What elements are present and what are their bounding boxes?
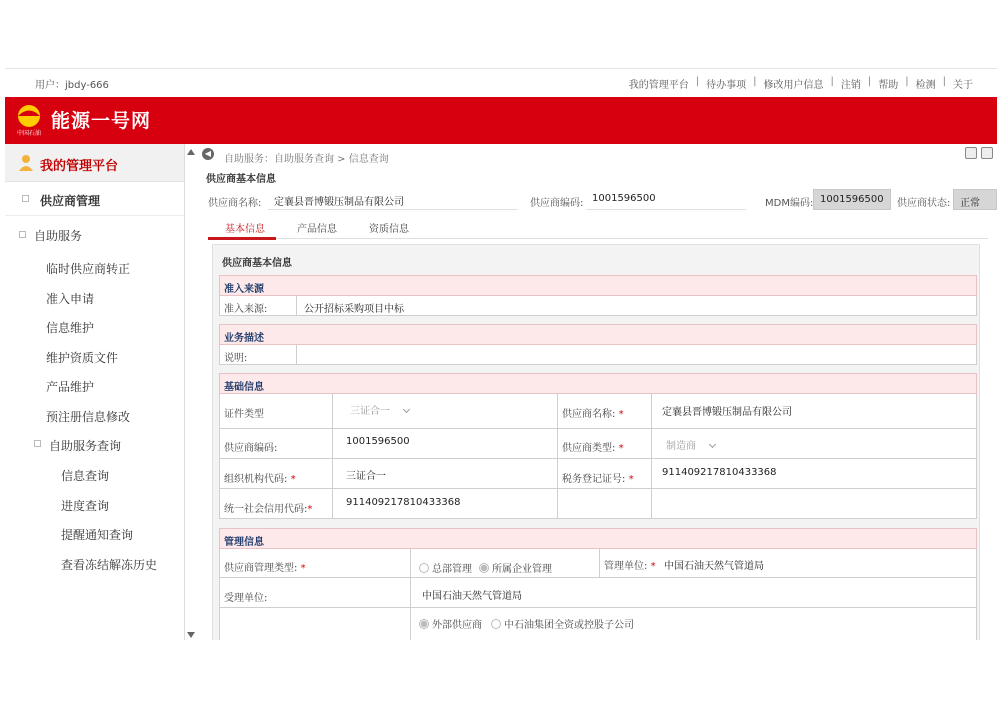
collapse-icon — [34, 440, 41, 447]
sidebar-header[interactable] — [5, 144, 184, 182]
management-unit-value: 中国石油天然气管道局 — [664, 561, 764, 572]
supplier-code-label: 供应商编码: — [530, 198, 584, 209]
sidebar-item-label: 准入申请 — [46, 291, 95, 306]
basic-info-row-2 — [219, 429, 977, 459]
sidebar-item-info-maintain[interactable] — [5, 311, 184, 341]
top-bar — [5, 69, 997, 97]
user-icon — [18, 154, 34, 171]
basic-info-band: 基础信息 — [219, 373, 977, 394]
sidebar-group-self-service[interactable] — [5, 216, 184, 252]
link-about[interactable]: 关于 — [953, 80, 973, 91]
scroll-down-icon[interactable] — [187, 632, 195, 638]
radio-selected-icon — [479, 563, 489, 573]
credit-code-label: 统一社会信用代码:* — [224, 504, 313, 515]
supplier-code-value: 1001596500 — [586, 189, 746, 210]
link-todo[interactable]: 待办事项 — [706, 80, 747, 91]
management-row-2 — [219, 578, 977, 608]
management-row-1 — [219, 549, 977, 578]
sidebar-item-access-apply[interactable] — [5, 282, 184, 312]
collapse-icon — [22, 195, 29, 202]
sidebar-item-label: 维护资质文件 — [46, 350, 119, 365]
sidebar-item-label: 临时供应商转正 — [46, 262, 131, 276]
supplier-name-field-value: 定襄县晋博锻压制品有限公司 — [662, 407, 792, 418]
user-label: 用户：jbdy-666 — [35, 80, 109, 91]
access-source-value: 公开招标采购项目中标 — [304, 304, 404, 315]
management-row-3 — [219, 608, 977, 640]
accepting-unit-label: 受理单位: — [224, 593, 268, 604]
sidebar-item-label: 查看冻结解冻历史 — [61, 557, 158, 572]
breadcrumb: 自助服务：自助服务查询 > 信息查询 — [224, 154, 389, 165]
business-desc-row — [219, 345, 977, 365]
sidebar-title: 我的管理平台 — [40, 159, 119, 174]
link-logout[interactable]: 注销 — [840, 80, 861, 91]
top-links: 我的管理平台 | 待办事项 | 修改用户信息 | 注销 | 帮助 | 检测 | 关于 — [628, 76, 973, 91]
logo-text: 中国石油 — [16, 130, 42, 137]
sidebar-item-label: 预注册信息修改 — [46, 409, 131, 424]
print-icon[interactable] — [981, 147, 993, 159]
sidebar-item-label: 信息维护 — [46, 321, 95, 335]
supplier-code-field-label: 供应商编码: — [224, 443, 278, 454]
tab-qualification-info[interactable]: 资质信息 — [369, 224, 409, 235]
supplier-name-field-label: 供应商名称: * — [562, 409, 624, 420]
petrochina-logo-icon — [14, 103, 44, 137]
sidebar-item-label: 信息查询 — [61, 469, 110, 483]
sidebar-group-supplier-management[interactable] — [5, 182, 184, 216]
basic-info-row-1 — [219, 394, 977, 429]
link-my-platform[interactable]: 我的管理平台 — [628, 80, 689, 91]
sidebar-item-reminder-query[interactable] — [5, 518, 184, 548]
credit-code-value: 911409217810433368 — [346, 497, 461, 508]
supplier-type-select[interactable]: 制造商 — [666, 437, 715, 452]
supplier-status-label: 供应商状态: — [897, 198, 951, 209]
sidebar-item-info-query[interactable] — [5, 459, 184, 489]
tab-basic-info[interactable]: 基本信息 — [225, 224, 265, 235]
page-background — [0, 640, 1000, 707]
accepting-unit-value: 中国石油天然气管道局 — [422, 591, 522, 602]
collapse-icon — [19, 231, 26, 238]
basic-info-row-3 — [219, 459, 977, 489]
management-type-label: 供应商管理类型: * — [224, 563, 306, 574]
sidebar-group-label: 供应商管理 — [40, 194, 101, 208]
active-tab-indicator — [208, 237, 276, 240]
link-check[interactable]: 检测 — [915, 80, 936, 91]
sidebar-subgroup-self-service-query[interactable] — [5, 429, 184, 459]
mdm-code-label: MDM编码: — [765, 198, 814, 209]
org-code-value: 三证合一 — [346, 471, 386, 482]
sidebar-scrollbar[interactable] — [185, 144, 198, 640]
radio-affiliate[interactable]: 所属企业管理 — [479, 560, 552, 575]
radio-subsidiary[interactable]: 中石油集团全资或控股子公司 — [491, 616, 634, 631]
sidebar-item-progress-query[interactable] — [5, 489, 184, 519]
app-window — [5, 68, 997, 640]
breadcrumb-bar — [198, 144, 997, 166]
radio-external-supplier[interactable]: 外部供应商 — [419, 616, 482, 631]
business-desc-band: 业务描述 — [219, 324, 977, 345]
chevron-down-icon — [403, 406, 410, 413]
content-panel — [212, 244, 980, 640]
sidebar-item-qualification-files[interactable] — [5, 341, 184, 371]
supplier-name-label: 供应商名称: — [208, 198, 262, 209]
sidebar-subgroup-label: 自助服务查询 — [49, 439, 122, 453]
access-source-label: 准入来源: — [224, 304, 268, 315]
sidebar-group-label: 自助服务 — [34, 229, 83, 243]
sidebar-item-freeze-history[interactable] — [5, 548, 184, 578]
cert-type-select[interactable]: 三证合一 — [350, 402, 409, 417]
supplier-type-label: 供应商类型: * — [562, 443, 624, 454]
section-title: 供应商基本信息 — [206, 174, 276, 185]
sidebar-item-temp-supplier[interactable] — [5, 252, 184, 282]
main-panel — [198, 144, 997, 640]
sidebar-item-label: 提醒通知查询 — [61, 528, 134, 542]
sidebar — [5, 144, 185, 640]
tax-number-value: 911409217810433368 — [662, 467, 777, 478]
supplier-name-value: 定襄县晋博锻压制品有限公司 — [268, 189, 518, 210]
link-edit-user[interactable]: 修改用户信息 — [763, 80, 824, 91]
management-info-band: 管理信息 — [219, 528, 977, 549]
chevron-down-icon — [709, 441, 716, 448]
supplier-status-value: 正常 — [953, 189, 997, 210]
mdm-code-value: 1001596500 — [813, 189, 891, 210]
supplier-summary-row — [198, 188, 997, 210]
management-unit-label: 管理单位: * — [604, 561, 656, 572]
radio-headquarters[interactable]: 总部管理 — [419, 560, 472, 575]
sidebar-item-label: 进度查询 — [61, 498, 110, 513]
tab-bar — [208, 216, 988, 239]
cert-type-label: 证件类型 — [224, 409, 264, 420]
site-title: 能源一号网 — [51, 110, 152, 132]
settings-icon[interactable] — [965, 147, 977, 159]
access-source-band: 准入来源 — [219, 275, 977, 296]
radio-icon — [491, 619, 501, 629]
sidebar-item-preregister-edit[interactable] — [5, 400, 184, 430]
tab-product-info[interactable]: 产品信息 — [297, 224, 337, 235]
business-desc-label: 说明: — [224, 353, 248, 364]
back-icon[interactable]: ◀ — [202, 148, 214, 160]
sidebar-item-label: 产品维护 — [46, 380, 95, 394]
sidebar-item-product-maintain[interactable] — [5, 370, 184, 400]
scroll-up-icon[interactable] — [187, 149, 195, 155]
header-banner — [5, 97, 997, 144]
org-code-label: 组织机构代码: * — [224, 474, 296, 485]
basic-info-row-4 — [219, 489, 977, 519]
radio-selected-icon — [419, 619, 429, 629]
content-title: 供应商基本信息 — [222, 258, 292, 269]
link-help[interactable]: 帮助 — [878, 80, 899, 91]
tax-number-label: 税务登记证号: * — [562, 474, 634, 485]
supplier-code-field-value: 1001596500 — [346, 436, 410, 447]
radio-icon — [419, 563, 429, 573]
access-source-row — [219, 296, 977, 316]
